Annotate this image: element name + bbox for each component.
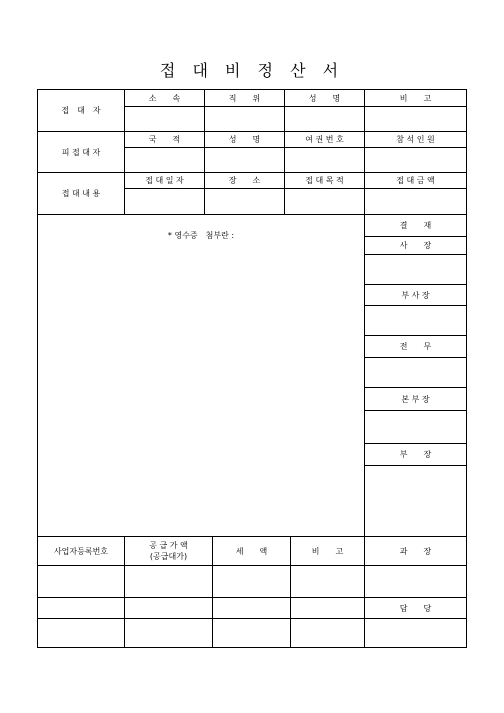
guest-attendees-field[interactable]: [365, 148, 466, 172]
approval-sign-section-chief[interactable]: [365, 566, 466, 597]
header-position: 직 위: [228, 93, 261, 103]
host-position-field[interactable]: [205, 107, 284, 131]
host-remarks-field[interactable]: [365, 107, 466, 131]
approval-sign-vice-president[interactable]: [365, 306, 466, 335]
header-name: 성 명: [308, 93, 341, 103]
approval-sign-department-head[interactable]: [365, 466, 466, 536]
content-place-field[interactable]: [205, 189, 284, 214]
header-remarks: 비 고: [399, 93, 432, 103]
header-date: 접 대 일 자: [145, 176, 184, 185]
tax-field-2[interactable]: [213, 598, 290, 618]
supply-value-field-1[interactable]: [125, 566, 212, 597]
tax-field-1[interactable]: [213, 566, 290, 597]
header-guest-name: 성 명: [228, 135, 261, 144]
receipt-attach-note: * 영수증 첨부란 :: [167, 230, 235, 240]
reg-no-field-2[interactable]: [38, 598, 124, 618]
supply-value-label: 공 급 가 액: [149, 541, 188, 550]
document-title: 접 대 비 정 산 서: [159, 61, 345, 80]
row-label-guest: 피 접 대 자: [61, 147, 101, 157]
remarks-field-2[interactable]: [291, 598, 364, 618]
approval-role-executive-director: 전 무: [399, 342, 432, 351]
approval-role-president: 사 장: [399, 241, 432, 250]
content-date-field[interactable]: [125, 189, 204, 214]
approval-role-section-chief: 과 장: [399, 546, 432, 556]
approval-sign-executive-director[interactable]: [365, 358, 466, 387]
reg-no-field-1[interactable]: [38, 566, 124, 597]
content-amount-field[interactable]: [365, 189, 466, 214]
header-attendees: 참 석 인 원: [396, 135, 435, 144]
row-label-host: 접 대 자: [61, 106, 101, 115]
header-business-reg-no: 사업자등록번호: [53, 546, 109, 556]
header-nationality: 국 적: [148, 135, 181, 144]
header-tax-amount: 세 액: [235, 546, 268, 556]
supply-value-sublabel: (공급대가): [149, 552, 188, 561]
row-label-content: 접 대 내 용: [61, 189, 101, 198]
supply-value-field-2[interactable]: [125, 598, 212, 618]
guest-nationality-field[interactable]: [125, 148, 204, 172]
host-affiliation-field[interactable]: [125, 107, 204, 131]
approval-role-staff: 담 당: [399, 603, 432, 613]
remarks-field-3[interactable]: [291, 619, 364, 647]
receipt-attach-area[interactable]: [38, 242, 364, 536]
header-supply-value: [125, 537, 212, 565]
guest-passport-field[interactable]: [285, 148, 364, 172]
approval-role-vice-president: 부 사 장: [401, 290, 430, 300]
reg-no-field-3[interactable]: [38, 619, 124, 647]
header-bottom-remarks: 비 고: [311, 546, 344, 556]
guest-name-field[interactable]: [205, 148, 284, 172]
header-purpose: 접 대 목 적: [305, 176, 344, 185]
supply-value-field-3[interactable]: [125, 619, 212, 647]
tax-field-3[interactable]: [213, 619, 290, 647]
content-purpose-field[interactable]: [285, 189, 364, 214]
approval-sign-staff[interactable]: [365, 619, 466, 647]
header-passport-no: 여 권 번 호: [305, 135, 344, 144]
approval-sign-division-head[interactable]: [365, 411, 466, 443]
header-place: 장 소: [228, 176, 261, 185]
approval-role-division-head: 본 부 장: [401, 394, 430, 404]
approval-role-department-head: 부 장: [399, 450, 432, 459]
approval-sign-president[interactable]: [365, 255, 466, 284]
host-name-field[interactable]: [285, 107, 364, 131]
remarks-field-1[interactable]: [291, 566, 364, 597]
header-affiliation: 소 속: [148, 93, 181, 103]
border-bottom: [37, 647, 467, 648]
header-amount: 접 대 금 액: [396, 176, 435, 185]
approval-title: 결 재: [399, 221, 432, 230]
